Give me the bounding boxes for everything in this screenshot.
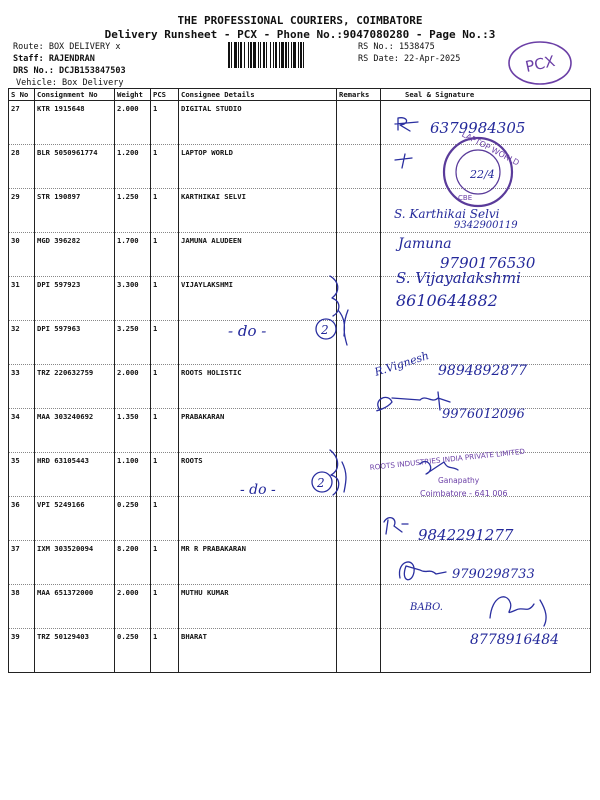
signature-row-34 <box>377 392 450 411</box>
cell-pcs: 1 <box>151 585 179 629</box>
cell-weight: 1.200 <box>115 145 151 189</box>
ditto-brace-row-36 <box>330 450 346 495</box>
name-row-39: BABO. <box>410 602 443 613</box>
phone-row-38: 9790298733 <box>452 567 535 582</box>
cell-consignment: MAA 651372000 <box>35 585 115 629</box>
cell-sno: 37 <box>9 541 35 585</box>
cell-pcs: 1 <box>151 497 179 541</box>
roots-stamp-line2: Ganapathy <box>438 476 480 485</box>
cell-sno: 32 <box>9 321 35 365</box>
phone-row-31: 8610644882 <box>396 291 498 310</box>
ditto-row-36: - do - <box>240 482 276 498</box>
col-sno: S No <box>9 89 35 101</box>
rs-number: RS No.: 1538475 <box>358 42 435 52</box>
cell-pcs: 1 <box>151 101 179 145</box>
cell-consignee: LAPTOP WORLD <box>179 145 337 189</box>
col-consignee: Consignee Details <box>179 89 337 101</box>
cell-weight: 8.200 <box>115 541 151 585</box>
cell-consignee: DIGITAL STUDIO <box>179 101 337 145</box>
cell-pcs: 1 <box>151 145 179 189</box>
name-row-29: S. Karthikai Selvi <box>394 207 500 221</box>
cell-pcs: 1 <box>151 541 179 585</box>
cell-consignment: MGD 396282 <box>35 233 115 277</box>
cell-sno: 38 <box>9 585 35 629</box>
cell-consignment: KTR 1915648 <box>35 101 115 145</box>
cell-consignee: PRABAKARAN <box>179 409 337 453</box>
staff-label: Staff: RAJENDRAN <box>13 54 95 64</box>
cell-consignment: VPI 5249166 <box>35 497 115 541</box>
cell-consignee: VIJAYLAKSHMI <box>179 277 337 321</box>
cell-pcs: 1 <box>151 365 179 409</box>
cell-consignment: DPI 597963 <box>35 321 115 365</box>
laptop-world-stamp-city: CBE <box>458 194 473 202</box>
cell-weight: 2.000 <box>115 365 151 409</box>
cell-pcs: 1 <box>151 409 179 453</box>
runsheet-title: Delivery Runsheet - PCX - Phone No.:9047080280 - Page No.:3 <box>104 28 496 41</box>
cell-weight: 2.000 <box>115 101 151 145</box>
cell-sno: 27 <box>9 101 35 145</box>
roots-stamp-line3: Coimbatore - 641 006 <box>420 489 508 498</box>
cell-consignee: BHARAT <box>179 629 337 673</box>
cell-sno: 39 <box>9 629 35 673</box>
route-label: Route: BOX DELIVERY x <box>13 42 121 52</box>
date-row-28: 22/4 <box>470 168 495 181</box>
cell-sno: 36 <box>9 497 35 541</box>
col-weight: Weight <box>115 89 151 101</box>
cell-consignee: MR R PRABAKARAN <box>179 541 337 585</box>
cell-consignee: ROOTS <box>179 453 337 497</box>
name-row-33: R.Vignesh <box>372 349 431 379</box>
cell-consignment: TRZ 220632759 <box>35 365 115 409</box>
signature-row-37 <box>384 518 408 534</box>
signature-row-38 <box>399 562 446 580</box>
cell-consignment: STR 190897 <box>35 189 115 233</box>
cell-pcs: 1 <box>151 453 179 497</box>
cell-sno: 33 <box>9 365 35 409</box>
cell-weight: 1.350 <box>115 409 151 453</box>
phone-row-39: 8778916484 <box>470 632 560 648</box>
cell-consignee: JAMUNA ALUDEEN <box>179 233 337 277</box>
col-pcs: PCS <box>151 89 179 101</box>
cell-weight: 0.250 <box>115 629 151 673</box>
col-consignment: Consignment No <box>35 89 115 101</box>
col-seal-signature: Seal & Signature <box>381 89 591 101</box>
cell-sno: 29 <box>9 189 35 233</box>
phone-row-33: 9894892877 <box>438 363 528 379</box>
signature-row-39 <box>490 597 546 626</box>
company-title: THE PROFESSIONAL COURIERS, COIMBATORE <box>177 14 423 27</box>
cell-weight: 1.700 <box>115 233 151 277</box>
cell-sno: 35 <box>9 453 35 497</box>
laptop-world-stamp-text: LAPTOP WORLD <box>460 129 521 168</box>
rs-date: RS Date: 22-Apr-2025 <box>358 54 461 64</box>
cell-consignment: DPI 597923 <box>35 277 115 321</box>
cell-pcs: 1 <box>151 189 179 233</box>
cell-sno: 30 <box>9 233 35 277</box>
cell-pcs: 1 <box>151 277 179 321</box>
ditto-brace-row-32 <box>330 276 348 345</box>
cell-weight: 0.250 <box>115 497 151 541</box>
cell-pcs: 1 <box>151 321 179 365</box>
cell-consignee: KARTHIKAI SELVI <box>179 189 337 233</box>
cell-sno: 34 <box>9 409 35 453</box>
signature-row-28 <box>395 154 412 168</box>
phone-row-29: 9342900119 <box>454 220 518 231</box>
signature-row-27 <box>395 118 418 131</box>
cell-sno: 28 <box>9 145 35 189</box>
cell-weight: 2.000 <box>115 585 151 629</box>
count-row-36: 2 <box>317 476 325 490</box>
cell-consignment: IXM 303520094 <box>35 541 115 585</box>
drs-number: DRS No.: DCJB153847503 <box>13 66 126 76</box>
cell-weight: 1.250 <box>115 189 151 233</box>
cell-consignment: HRD 63105443 <box>35 453 115 497</box>
cell-consignment: MAA 303240692 <box>35 409 115 453</box>
name-row-30: Jamuna <box>398 236 452 252</box>
cell-consignment: BLR 5050961774 <box>35 145 115 189</box>
cell-sno: 31 <box>9 277 35 321</box>
col-remarks: Remarks <box>337 89 381 101</box>
roots-stamp-line1: ROOTS INDUSTRIES INDIA PRIVATE LIMITED <box>369 446 526 472</box>
cell-weight: 3.250 <box>115 321 151 365</box>
cell-consignee: MUTHU KUMAR <box>179 585 337 629</box>
cell-consignee: ROOTS HOLISTIC <box>179 365 337 409</box>
pcx-stamp-text: PCX <box>523 52 557 76</box>
cell-weight: 1.100 <box>115 453 151 497</box>
cell-consignment: TRZ 50129403 <box>35 629 115 673</box>
cell-weight: 3.300 <box>115 277 151 321</box>
phone-row-34: 9976012096 <box>442 407 525 422</box>
phone-row-30: 9790176530 <box>440 254 536 272</box>
count-row-32: 2 <box>321 323 329 337</box>
cell-pcs: 1 <box>151 629 179 673</box>
name-row-31: S. Vijayalakshmi <box>396 269 521 287</box>
ditto-row-32: - do - <box>228 322 267 340</box>
vehicle-label: Vehicle: Box Delivery <box>16 78 124 88</box>
cell-pcs: 1 <box>151 233 179 277</box>
phone-row-27: 6379984305 <box>430 119 526 137</box>
phone-row-37: 9842291277 <box>418 526 514 544</box>
